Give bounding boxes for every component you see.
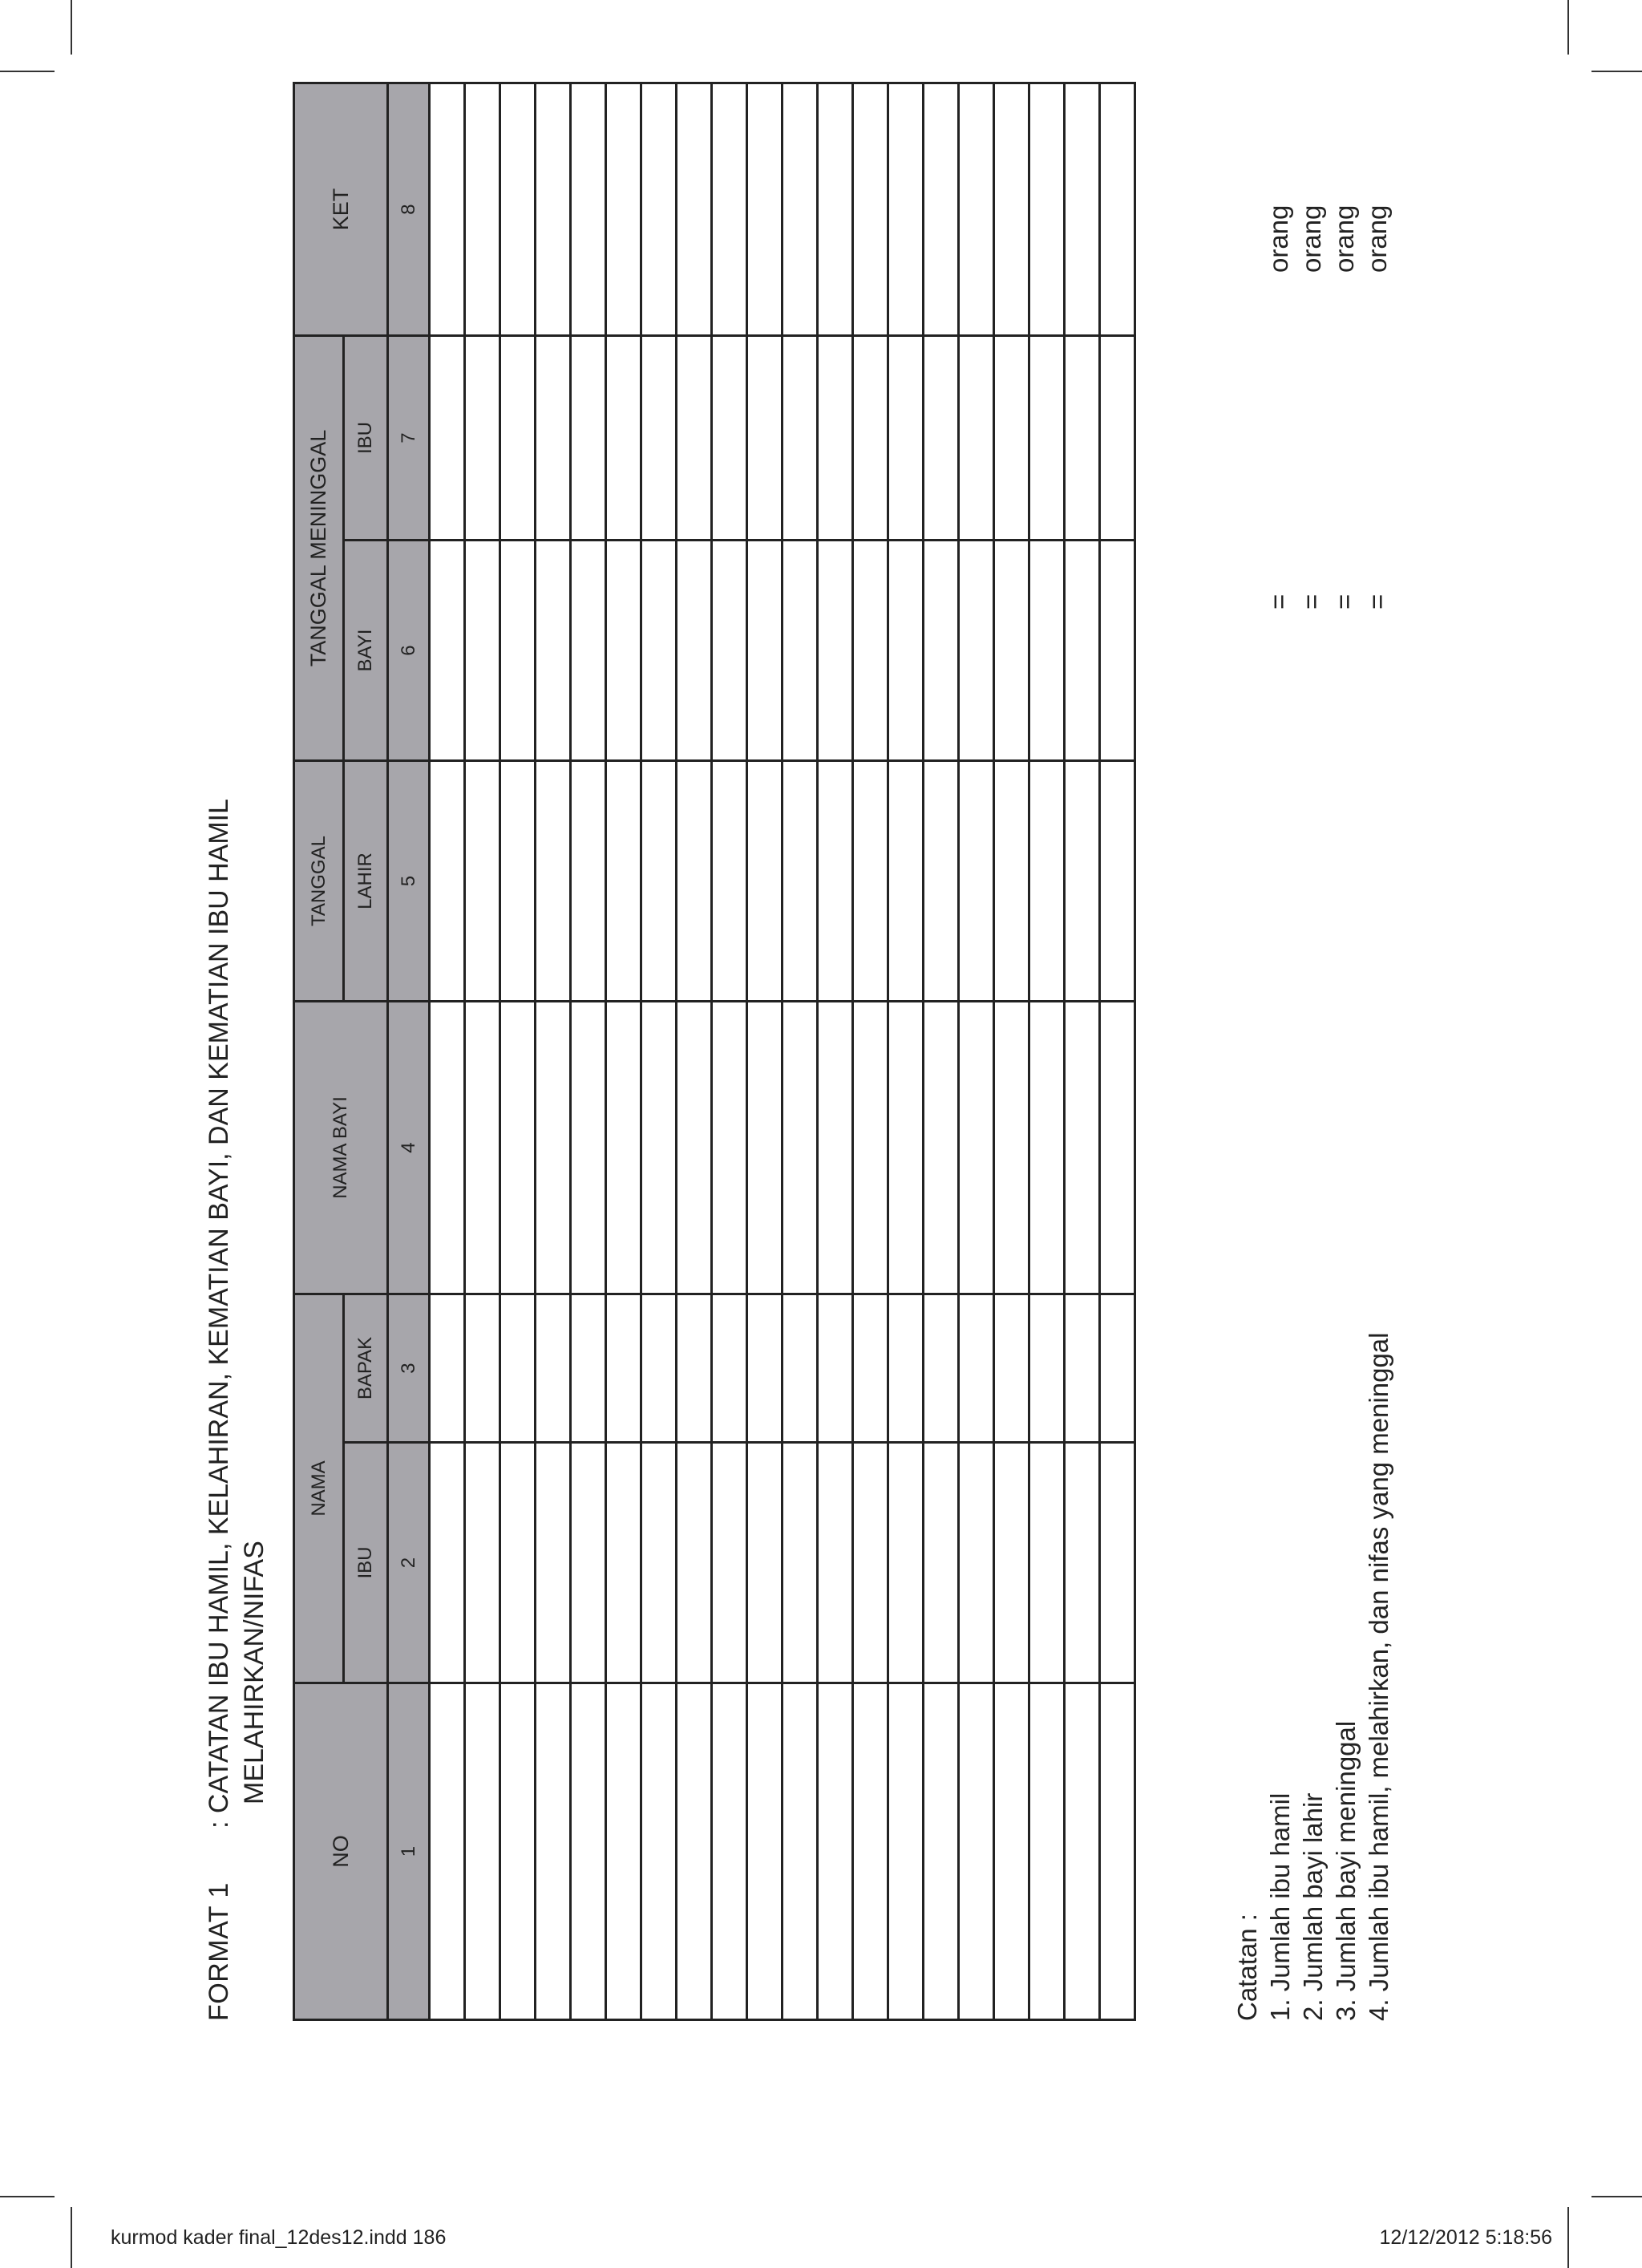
table-cell	[1029, 1002, 1065, 1294]
table-cell	[1100, 541, 1135, 761]
table-cell	[536, 336, 571, 541]
table-cell	[1029, 541, 1065, 761]
table-cell	[994, 1443, 1029, 1683]
table-cell	[924, 761, 959, 1002]
table-cell	[994, 1294, 1029, 1443]
table-cell	[641, 1294, 677, 1443]
table-cell	[1029, 1443, 1065, 1683]
table-cell	[853, 761, 888, 1002]
table-cell	[500, 336, 536, 541]
note-equals: =	[1264, 593, 1293, 610]
table-row	[783, 83, 818, 2020]
table-cell	[465, 1294, 500, 1443]
table-cell	[606, 1683, 641, 2020]
table-cell	[959, 1002, 994, 1294]
note-equals: =	[1296, 593, 1326, 610]
table-cell	[677, 1683, 712, 2020]
table-cell	[430, 83, 465, 336]
note-equals: =	[1329, 593, 1359, 610]
table-row	[571, 83, 606, 2020]
header-ket: KET	[294, 83, 388, 336]
table-cell	[712, 1294, 747, 1443]
table-cell	[1100, 1294, 1135, 1443]
table-cell	[606, 1294, 641, 1443]
header-tanggal-meninggal: TANGGAL MENINGGAL	[294, 336, 344, 761]
table-cell	[783, 761, 818, 1002]
table-cell	[500, 761, 536, 1002]
note-equals: =	[1362, 593, 1392, 610]
column-number: 7	[388, 336, 430, 541]
table-cell	[1100, 1443, 1135, 1683]
table-cell	[747, 761, 783, 1002]
column-number: 5	[388, 761, 430, 1002]
table-cell	[500, 541, 536, 761]
table-cell	[747, 1002, 783, 1294]
header-meninggal-ibu: IBU	[344, 336, 388, 541]
table-cell	[536, 1683, 571, 2020]
notes-heading: Catatan :	[1232, 1914, 1262, 2021]
note-unit: orang	[1296, 205, 1326, 273]
table-row	[712, 83, 747, 2020]
table-cell	[712, 83, 747, 336]
table-cell	[500, 1683, 536, 2020]
table-cell	[571, 1294, 606, 1443]
table-cell	[1029, 1294, 1065, 1443]
table-cell	[606, 761, 641, 1002]
record-table	[293, 82, 1136, 2021]
table-cell	[959, 761, 994, 1002]
table-cell	[641, 83, 677, 336]
table-cell	[747, 83, 783, 336]
table-row	[606, 83, 641, 2020]
table-row	[1065, 83, 1100, 2020]
format-label: FORMAT 1	[204, 1882, 234, 2021]
table-cell	[747, 1443, 783, 1683]
crop-mark	[1591, 71, 1642, 72]
table-cell	[430, 1683, 465, 2020]
table-row	[1100, 83, 1135, 2020]
table-cell	[959, 1443, 994, 1683]
note-item-label: 4. Jumlah ibu hamil, melahirkan, dan nifas yang meninggal	[1364, 1332, 1393, 2021]
table-cell	[924, 83, 959, 336]
crop-mark	[71, 2207, 72, 2268]
crop-mark	[1567, 2207, 1569, 2268]
table-row	[1029, 83, 1065, 2020]
table-cell	[500, 83, 536, 336]
table-cell	[783, 336, 818, 541]
header-tanggal: TANGGAL	[294, 761, 344, 1002]
table-cell	[430, 336, 465, 541]
table-cell	[818, 761, 853, 1002]
header-nama-bayi: NAMA BAYI	[294, 1002, 388, 1294]
column-number: 3	[388, 1294, 430, 1443]
table-cell	[571, 1683, 606, 2020]
table-cell	[783, 83, 818, 336]
table-cell	[465, 761, 500, 1002]
table-cell	[994, 541, 1029, 761]
table-cell	[783, 1002, 818, 1294]
table-cell	[500, 1443, 536, 1683]
table-cell	[712, 761, 747, 1002]
table-cell	[677, 541, 712, 761]
column-number: 4	[388, 1002, 430, 1294]
crop-mark	[71, 0, 72, 55]
table-cell	[1029, 1683, 1065, 2020]
table-cell	[818, 83, 853, 336]
table-cell	[888, 1683, 924, 2020]
table-cell	[1065, 1683, 1100, 2020]
table-row	[430, 83, 465, 2020]
table-cell	[1100, 1683, 1135, 2020]
note-item-label: 1. Jumlah ibu hamil	[1265, 1792, 1295, 2021]
crop-mark	[1567, 0, 1569, 55]
table-cell	[924, 1002, 959, 1294]
table-cell	[818, 541, 853, 761]
table-cell	[571, 1443, 606, 1683]
table-cell	[959, 1294, 994, 1443]
table-cell	[677, 1002, 712, 1294]
table-cell	[783, 541, 818, 761]
header-nama-ibu: IBU	[344, 1443, 388, 1683]
table-cell	[712, 1443, 747, 1683]
table-cell	[465, 1002, 500, 1294]
table-cell	[641, 541, 677, 761]
table-cell	[1029, 761, 1065, 1002]
note-unit: orang	[1329, 205, 1359, 273]
table-cell	[747, 1683, 783, 2020]
table-row	[465, 83, 500, 2020]
table-cell	[641, 336, 677, 541]
header-no: NO	[294, 1683, 388, 2020]
table-cell	[853, 1002, 888, 1294]
table-cell	[677, 83, 712, 336]
table-cell	[994, 336, 1029, 541]
table-row	[994, 83, 1029, 2020]
table-cell	[888, 541, 924, 761]
note-item-label: 3. Jumlah bayi meninggal	[1331, 1720, 1361, 2021]
table-row	[853, 83, 888, 2020]
table-cell	[430, 761, 465, 1002]
table-cell	[677, 1294, 712, 1443]
note-unit: orang	[1264, 205, 1293, 273]
table-row	[677, 83, 712, 2020]
table-cell	[853, 1443, 888, 1683]
table-cell	[747, 336, 783, 541]
table-row	[888, 83, 924, 2020]
table-cell	[1065, 1443, 1100, 1683]
table-cell	[924, 1294, 959, 1443]
table-cell	[818, 1443, 853, 1683]
table-cell	[500, 1002, 536, 1294]
table-cell	[853, 1294, 888, 1443]
table-cell	[641, 1443, 677, 1683]
table-cell	[959, 1683, 994, 2020]
table-cell	[888, 761, 924, 1002]
table-cell	[606, 336, 641, 541]
column-number: 1	[388, 1683, 430, 2020]
table-cell	[888, 83, 924, 336]
table-cell	[430, 1443, 465, 1683]
header-nama: NAMA	[294, 1294, 344, 1683]
table-cell	[818, 1683, 853, 2020]
table-cell	[747, 541, 783, 761]
table-cell	[1065, 83, 1100, 336]
table-cell	[606, 541, 641, 761]
column-number: 6	[388, 541, 430, 761]
table-cell	[783, 1683, 818, 2020]
table-cell	[536, 83, 571, 336]
table-cell	[430, 1294, 465, 1443]
table-cell	[465, 541, 500, 761]
table-row	[641, 83, 677, 2020]
table-cell	[571, 761, 606, 1002]
table-cell	[924, 1443, 959, 1683]
table-cell	[536, 1443, 571, 1683]
table-row	[959, 83, 994, 2020]
table-cell	[888, 1294, 924, 1443]
table-cell	[994, 761, 1029, 1002]
table-cell	[818, 1002, 853, 1294]
document-title-continued: MELAHIRKAN/NIFAS	[239, 1541, 269, 1804]
table-cell	[641, 761, 677, 1002]
table-cell	[1100, 83, 1135, 336]
table-cell	[1100, 336, 1135, 541]
header-meninggal-bayi: BAYI	[344, 541, 388, 761]
table-row	[747, 83, 783, 2020]
table-cell	[783, 1443, 818, 1683]
table-cell	[959, 83, 994, 336]
crop-mark	[0, 2196, 55, 2197]
table-cell	[888, 336, 924, 541]
rotated-page	[192, 48, 1584, 2053]
table-cell	[430, 1002, 465, 1294]
footer-timestamp: 12/12/2012 5:18:56	[1379, 2226, 1552, 2249]
table-cell	[1065, 761, 1100, 1002]
table-cell	[888, 1002, 924, 1294]
table-cell	[571, 1002, 606, 1294]
table-cell	[818, 1294, 853, 1443]
table-cell	[818, 336, 853, 541]
table-cell	[536, 1294, 571, 1443]
note-item-label: 2. Jumlah bayi lahir	[1298, 1792, 1328, 2021]
table-cell	[606, 1443, 641, 1683]
table-cell	[853, 1683, 888, 2020]
table-cell	[1065, 336, 1100, 541]
table-cell	[853, 336, 888, 541]
document-title: : CATATAN IBU HAMIL, KELAHIRAN, KEMATIAN BAYI, DAN KEMATIAN IBU HAMIL	[204, 798, 234, 1829]
table-row	[536, 83, 571, 2020]
column-number: 2	[388, 1443, 430, 1683]
table-cell	[959, 541, 994, 761]
table-cell	[606, 1002, 641, 1294]
table-cell	[853, 83, 888, 336]
table-cell	[712, 1683, 747, 2020]
table-cell	[571, 83, 606, 336]
header-nama-bapak: BAPAK	[344, 1294, 388, 1443]
table-row	[924, 83, 959, 2020]
table-cell	[536, 761, 571, 1002]
table-cell	[571, 541, 606, 761]
table-cell	[1065, 541, 1100, 761]
table-cell	[465, 83, 500, 336]
table-cell	[1029, 336, 1065, 541]
footer-file-info: kurmod kader final_12des12.indd 186	[111, 2226, 447, 2249]
table-cell	[747, 1294, 783, 1443]
table-cell	[712, 541, 747, 761]
column-number: 8	[388, 83, 430, 336]
table-cell	[994, 1002, 1029, 1294]
table-row	[818, 83, 853, 2020]
header-lahir: LAHIR	[344, 761, 388, 1002]
table-cell	[536, 1002, 571, 1294]
table-cell	[1065, 1002, 1100, 1294]
table-cell	[1100, 761, 1135, 1002]
crop-mark	[1591, 2196, 1642, 2197]
notes-section	[1231, 1333, 1395, 2021]
table-row	[500, 83, 536, 2020]
table-cell	[536, 541, 571, 761]
table-cell	[606, 83, 641, 336]
table-cell	[677, 336, 712, 541]
table-cell	[712, 336, 747, 541]
table-cell	[994, 1683, 1029, 2020]
table-cell	[571, 336, 606, 541]
table-cell	[888, 1443, 924, 1683]
table-cell	[712, 1002, 747, 1294]
table-cell	[1029, 83, 1065, 336]
table-cell	[1100, 1002, 1135, 1294]
note-unit: orang	[1362, 205, 1392, 273]
table-cell	[465, 336, 500, 541]
table-cell	[783, 1294, 818, 1443]
table-cell	[641, 1002, 677, 1294]
table-cell	[500, 1294, 536, 1443]
table-cell	[924, 336, 959, 541]
table-cell	[677, 1443, 712, 1683]
table-cell	[465, 1683, 500, 2020]
table-cell	[959, 336, 994, 541]
table-cell	[994, 83, 1029, 336]
crop-mark	[0, 71, 55, 72]
table-cell	[1065, 1294, 1100, 1443]
table-cell	[641, 1683, 677, 2020]
table-cell	[924, 541, 959, 761]
table-cell	[465, 1443, 500, 1683]
table-cell	[853, 541, 888, 761]
table-cell	[924, 1683, 959, 2020]
table-cell	[677, 761, 712, 1002]
table-cell	[430, 541, 465, 761]
